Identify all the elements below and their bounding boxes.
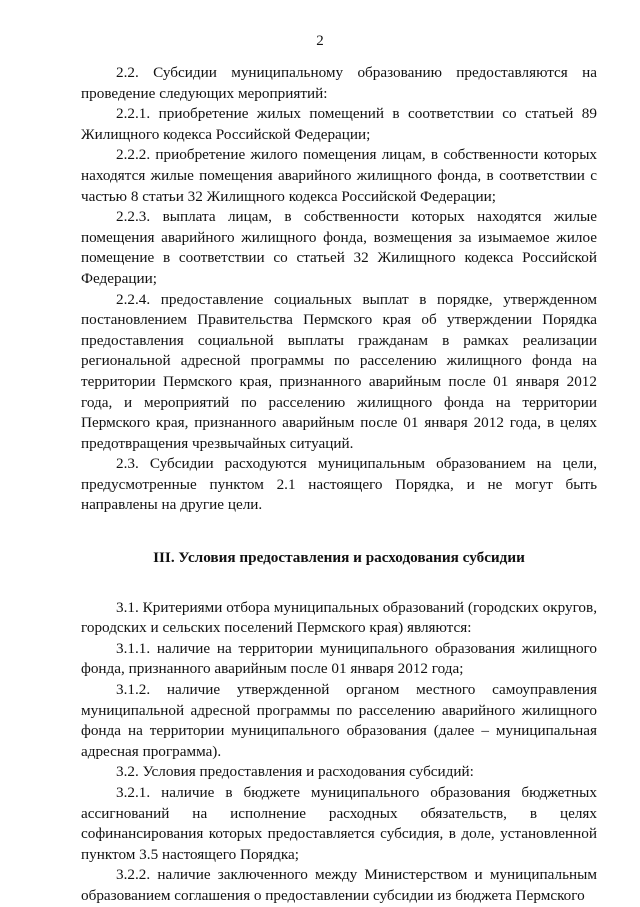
paragraph-2-2: 2.2. Субсидии муниципальному образованию предоставляются на проведение следующих мероприятий: [81,64,597,102]
page-number: 2 [316,33,324,49]
document-body [81,63,597,907]
paragraph-3-2-2: 3.2.2. наличие заключенного между Министерством и муниципальным образованием соглашения о предоставлении субсидии из бюджета Пермского [81,866,597,904]
paragraph-3-2-1: 3.2.1. наличие в бюджете муниципального образования бюджетных ассигнований на исполнение расходных обязательств, в целях софинансирования которых предоставляется субсидия, в доле, установленной пунктом 3.5 настоящего Порядка; [81,784,597,863]
paragraph-2-2-4: 2.2.4. предоставление социальных выплат в порядке, утвержденном постановлением Правительства Пермского края об утверждении Порядка предоставления социальной выплаты гражданам в рамках реализации региональной адресной программы по расселению жилищного фонда на территории Пермского края, признанного аварийным после 01 января 2012 года, и мероприятий по расселению жилищного фонда на территории Пермского края, признанного аварийным после 01 января 2012 года, в целях предотвращения чрезвычайных ситуаций. [81,290,597,452]
paragraph-2-2-1: 2.2.1. приобретение жилых помещений в соответствии со статьей 89 Жилищного кодекса Российской Федерации; [81,105,597,143]
paragraph-2-2-2: 2.2.2. приобретение жилого помещения лицам, в собственности которых находятся жилые помещения аварийного жилищного фонда, в соответствии с частью 8 статьи 32 Жилищного кодекса Российской Федерации; [81,146,597,205]
paragraph-2-2-3: 2.2.3. выплата лицам, в собственности которых находятся жилые помещения аварийного жилищного фонда, возмещения за изымаемое жилое помещение в соответствии со статьей 32 Жилищного кодекса Российской Федерации; [81,208,597,287]
paragraph-3-1-1: 3.1.1. наличие на территории муниципального образования жилищного фонда, признанного аварийным после 01 января 2012 года; [81,639,597,678]
paragraph-3-1-2: 3.1.2. наличие утвержденной органом местного самоуправления муниципальной адресной программы по расселению аварийного жилищного фонда на территории муниципального образования (далее – муниципальная адресная программа). [81,681,597,760]
section-heading: III. Условия предоставления и расходования субсидии [153,549,525,567]
paragraph-3-1: 3.1. Критериями отбора муниципальных образований (городских округов, городских и сельских поселений Пермского края) являются: [81,598,597,637]
paragraph-3-2: 3.2. Условия предоставления и расходования субсидий: [116,763,474,781]
paragraph-2-3: 2.3. Субсидии расходуются муниципальным образованием на цели, предусмотренные пунктом 2.1 настоящего Порядка, и не могут быть направлены на другие цели. [81,455,597,514]
